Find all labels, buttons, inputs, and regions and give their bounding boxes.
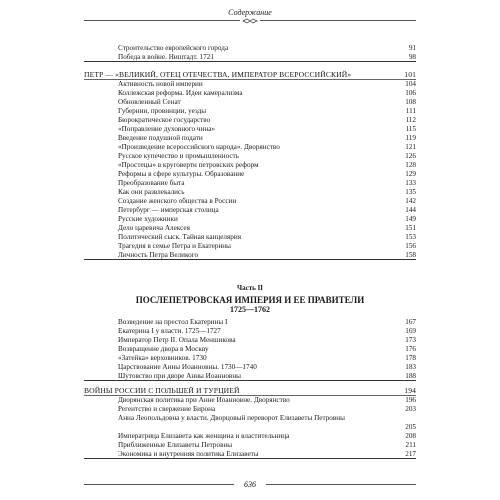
toc-entry[interactable] xyxy=(84,53,416,62)
toc-entry-title: Дворянская политика при Анне Иоанновне. Дворянство xyxy=(118,396,290,404)
toc-entry[interactable] xyxy=(84,170,416,179)
toc-entry[interactable] xyxy=(84,327,416,336)
toc-entry-page: 119 xyxy=(405,134,416,142)
toc-entry[interactable] xyxy=(84,336,416,345)
toc-entry-title: «Простецы» в круговерти петровских реформ xyxy=(118,161,259,169)
toc-entry-title: Трагедия в семье Петра и Екатерины xyxy=(118,242,231,250)
toc-entry-title: Активность новой империи xyxy=(118,80,203,88)
toc-entry-page: 188 xyxy=(405,372,416,380)
part-years: 1725—1762 xyxy=(230,305,270,314)
toc-entry-page: 149 xyxy=(405,215,416,223)
toc-entry[interactable] xyxy=(84,233,416,242)
toc-entry[interactable] xyxy=(84,396,416,405)
toc-entry-page: 144 xyxy=(405,206,416,214)
toc-entry-title: ВОЙНЫ РОССИИ С ПОЛЬШЕЙ И ТУРЦИЕЙ xyxy=(84,386,240,395)
toc-entry-page: 153 xyxy=(405,233,416,241)
toc-entry[interactable] xyxy=(84,179,416,188)
toc-entry-title: Русские художники xyxy=(118,215,178,223)
toc-entry-page: 156 xyxy=(405,242,416,250)
toc-entry-title: Преобразование быта xyxy=(118,179,185,187)
toc-entry-title: Губернии, провинции, уезды xyxy=(118,107,207,115)
part-label: Часть II xyxy=(236,284,264,292)
toc-entry[interactable] xyxy=(84,206,416,215)
toc-entry-title: Возвращение двора в Москву xyxy=(118,345,209,353)
toc-entry[interactable] xyxy=(84,432,416,441)
toc-entry-page: 106 xyxy=(405,89,416,97)
toc-entry[interactable] xyxy=(84,143,416,152)
toc-entry-page: 203 xyxy=(405,405,416,413)
toc-entry-title: Победа в войне. Ништадт. 1721 xyxy=(118,53,214,61)
toc-section-heading[interactable] xyxy=(84,386,416,396)
toc-entry-title: Регентство и свержение Бирона xyxy=(118,405,216,413)
toc-block-3 xyxy=(84,318,416,381)
toc-entry-title: Как они развлекались xyxy=(118,188,185,196)
toc-entry-page: 126 xyxy=(405,152,416,160)
toc-entry-title: Приближенные Елизаветы Петровны xyxy=(118,441,233,449)
toc-entry[interactable] xyxy=(84,242,416,251)
toc-entry[interactable] xyxy=(84,98,416,107)
toc-entry-title: Политический сыск. Тайная канцелярия xyxy=(118,233,242,241)
toc-entry-page: 178 xyxy=(405,354,416,362)
toc-entry-page: 217 xyxy=(405,450,416,458)
toc-entry[interactable] xyxy=(84,405,416,414)
toc-entry-title: «Поправление духовного чина» xyxy=(118,125,216,133)
toc-entry-page: 128 xyxy=(405,161,416,169)
toc-entry-title: Строительство европейского города xyxy=(118,44,229,52)
toc-entry-title: Экономика и внутренняя политика Елизаветы xyxy=(118,450,259,458)
toc-entry-page: 183 xyxy=(405,363,416,371)
toc-entry-title: Создание женского общества в России xyxy=(118,197,237,205)
toc-entry-page: 133 xyxy=(405,179,416,187)
toc-entry[interactable] xyxy=(84,414,416,432)
toc-entry[interactable] xyxy=(84,134,416,143)
toc-entry[interactable] xyxy=(84,363,416,372)
toc-entry[interactable] xyxy=(84,372,416,381)
toc-entry-title: Екатерина I у власти. 1725—1727 xyxy=(118,327,221,335)
toc-entry[interactable] xyxy=(84,188,416,197)
toc-entry-page: 101 xyxy=(404,70,416,79)
toc-entry-title: Личность Петра Великого xyxy=(118,251,199,259)
toc-entry-page: 108 xyxy=(405,98,416,106)
toc-entry[interactable] xyxy=(84,450,416,459)
toc-entry[interactable] xyxy=(84,224,416,233)
ornament-icon xyxy=(240,17,260,25)
toc-entry-title: Анна Леопольдовна у власти. Дворцовый переворот Елизаветы Петровны xyxy=(118,414,345,422)
toc-entry[interactable] xyxy=(84,197,416,206)
toc-entry-title: Бюрократическое государство xyxy=(118,116,211,124)
toc-entry-page: 176 xyxy=(405,345,416,353)
running-header xyxy=(0,8,500,18)
toc-entry[interactable] xyxy=(84,215,416,224)
toc-entry-title: Петербург — имперская столица xyxy=(118,206,219,214)
toc-entry[interactable] xyxy=(84,116,416,125)
toc-entry[interactable] xyxy=(84,345,416,354)
toc-entry-title: ПЕТР — «ВЕЛИКИЙ, ОТЕЦ ОТЕЧЕСТВА, ИМПЕРАТОР ВСЕРОССИЙСКИЙ» xyxy=(84,70,352,79)
toc-entry-page: 142 xyxy=(405,197,416,205)
toc-entry-title: Введение подушной подати xyxy=(118,134,203,142)
toc-entry-page: 211 xyxy=(405,441,416,449)
toc-entry-page: 173 xyxy=(405,336,416,344)
toc-entry-page: 121 xyxy=(405,143,416,151)
toc-block-2 xyxy=(84,70,416,260)
toc-entry[interactable] xyxy=(84,125,416,134)
toc-entry-page: 205 xyxy=(405,423,416,431)
toc-entry-page: 98 xyxy=(408,53,416,61)
part-title: ПОСЛЕПЕТРОВСКАЯ ИМПЕРИЯ И ЕЕ ПРАВИТЕЛИ xyxy=(135,295,365,305)
toc-entry[interactable] xyxy=(84,441,416,450)
toc-entry-title: Реформы в сфере культуры. Образование xyxy=(118,170,245,178)
toc-entry-page: 169 xyxy=(405,327,416,335)
toc-entry-page: 194 xyxy=(404,386,416,395)
toc-entry-title: Император Петр II. Опала Меншикова xyxy=(118,336,236,344)
toc-entry-page: 129 xyxy=(405,170,416,178)
toc-entry-page: 135 xyxy=(405,188,416,196)
toc-entry-page: 151 xyxy=(405,224,416,232)
toc-entry-title: Коллежская реформа. Идеи камерализма xyxy=(118,89,243,97)
header-title: Содержание xyxy=(228,8,272,17)
toc-entry[interactable] xyxy=(84,161,416,170)
toc-entry-page: 167 xyxy=(405,318,416,326)
page-number: 636 xyxy=(244,480,256,489)
toc-entry[interactable] xyxy=(84,107,416,116)
toc-entry[interactable] xyxy=(84,152,416,161)
toc-entry-title: Русское купечество и промышленность xyxy=(118,152,239,160)
toc-entry-title: Дело царевича Алексея xyxy=(118,224,190,232)
toc-block-4 xyxy=(84,386,416,459)
toc-entry-page: 208 xyxy=(405,432,416,440)
toc-entry-title: Императрица Елизавета как женщина и властительница xyxy=(118,432,290,440)
toc-entry-page: 196 xyxy=(405,396,416,404)
toc-entry-page: 91 xyxy=(408,44,416,52)
toc-entry-title: Возведение на престол Екатерины I xyxy=(118,318,228,326)
toc-entry-page: 115 xyxy=(405,125,416,133)
toc-entry-title: Царствование Анны Иоанновны. 1730—1740 xyxy=(118,363,257,371)
toc-entry[interactable] xyxy=(84,354,416,363)
toc-entry-title: Шутовство при дворе Анны Иоанновны xyxy=(118,372,242,380)
toc-entry[interactable] xyxy=(84,80,416,89)
toc-entry-title: «Произведение всероссийского народа». Дворянство xyxy=(118,143,280,151)
toc-entry[interactable] xyxy=(84,251,416,260)
toc-section-heading[interactable] xyxy=(84,70,416,80)
toc-entry-page: 111 xyxy=(405,107,416,115)
toc-entry[interactable] xyxy=(84,318,416,327)
toc-entry-page: 158 xyxy=(405,251,416,259)
toc-entry[interactable] xyxy=(84,89,416,98)
toc-entry-title: Обновленный Сенат xyxy=(118,98,181,106)
toc-entry-page: 112 xyxy=(405,116,416,124)
toc-entry-page: 104 xyxy=(405,80,416,88)
toc-entry-title: «Затейка» верховников. 1730 xyxy=(118,354,207,362)
toc-block-1 xyxy=(84,44,416,62)
toc-entry[interactable] xyxy=(84,44,416,53)
